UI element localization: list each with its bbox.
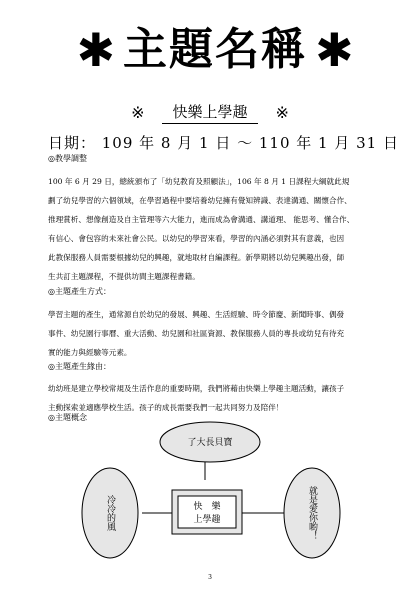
theme-subtitle [0,100,420,124]
title-banner [70,20,360,80]
text-line: 劃了幼兒學習的六個領域，在學習過程中要培養幼兒擁有覺知辨識、表達溝通、關懷合作、 [48,196,352,205]
theme-name: 快樂上學趣 [162,101,257,124]
text-line: 推理賞析、想像創造及自主管理等六大能力，進而成為會溝通、講道理、 能思考、懂合作、 [48,215,355,224]
text-line: 幼幼班是建立學校常規及生活作息的重要時期，我們將藉由快樂上學趣主題活動，讓孩子 [48,384,345,393]
text-line: 事件、幼兒園行事曆、重大活動、幼兒園和社區資源、教保服務人員的專長或幼兒有待充 [48,329,345,338]
text-line: 此教保服務人員需要根據幼兒的興趣，就地取材自編課程。新學期將以幼兒興趣出發，師 [48,253,345,262]
center-theme-line-2: 上學趣 [193,515,221,525]
reference-mark-right-icon: ※ [275,102,289,122]
left-concept-label: 冷冷的風 [105,495,115,531]
text-line: 主動探索並適應學校生活。孩子的成長需要我們一起共同努力及陪伴！ [48,403,284,412]
page-number: 3 [208,574,212,581]
text-line: 100 年 6 月 29 日，總統頒布了「幼兒教育及照顧法」，106 年 8 月 1 日課程大綱就此規 [48,177,350,186]
text-line: 生共訂主題課程，不提供坊間主題課程書籍。 [48,272,200,281]
section-body-teaching [48,172,378,286]
text-line: 有信心、會包容的未來社會公民。以幼兒的學習來看，學習的內涵必須對其有意義，也因 [48,234,345,243]
top-concept-label: 了大長貝寶 [187,438,233,448]
text-line: 學習主題的產生，通常源自於幼兒的發展、興趣、生活經驗、時令節慶、新聞時事、偶發 [48,310,345,319]
section-heading-concept: ◎主題概念 [48,413,87,422]
section-body-method [48,305,378,362]
text-line: 實的能力與經驗等元素。 [48,348,132,357]
reference-mark-left-icon: ※ [131,102,145,122]
date-range: 日期： 109 年 8 月 1 日 ～ 110 年 1 月 31 日 [48,134,399,152]
asterisk-left-icon: ✱ [76,23,115,77]
section-heading-method: ◎主題產生方式： [48,287,111,296]
section-body-origin [48,379,378,417]
banner-title: 主題名稱 [123,24,307,75]
asterisk-right-icon: ✱ [315,23,354,77]
center-theme-line-1: 快 樂 [193,502,221,512]
section-heading-teaching: ◎教學調整 [48,154,87,163]
section-heading-origin: ◎主題產生緣由： [48,362,111,371]
theme-concept-diagram [60,418,350,588]
right-concept-label: 就是愛你喲！ [307,486,317,540]
